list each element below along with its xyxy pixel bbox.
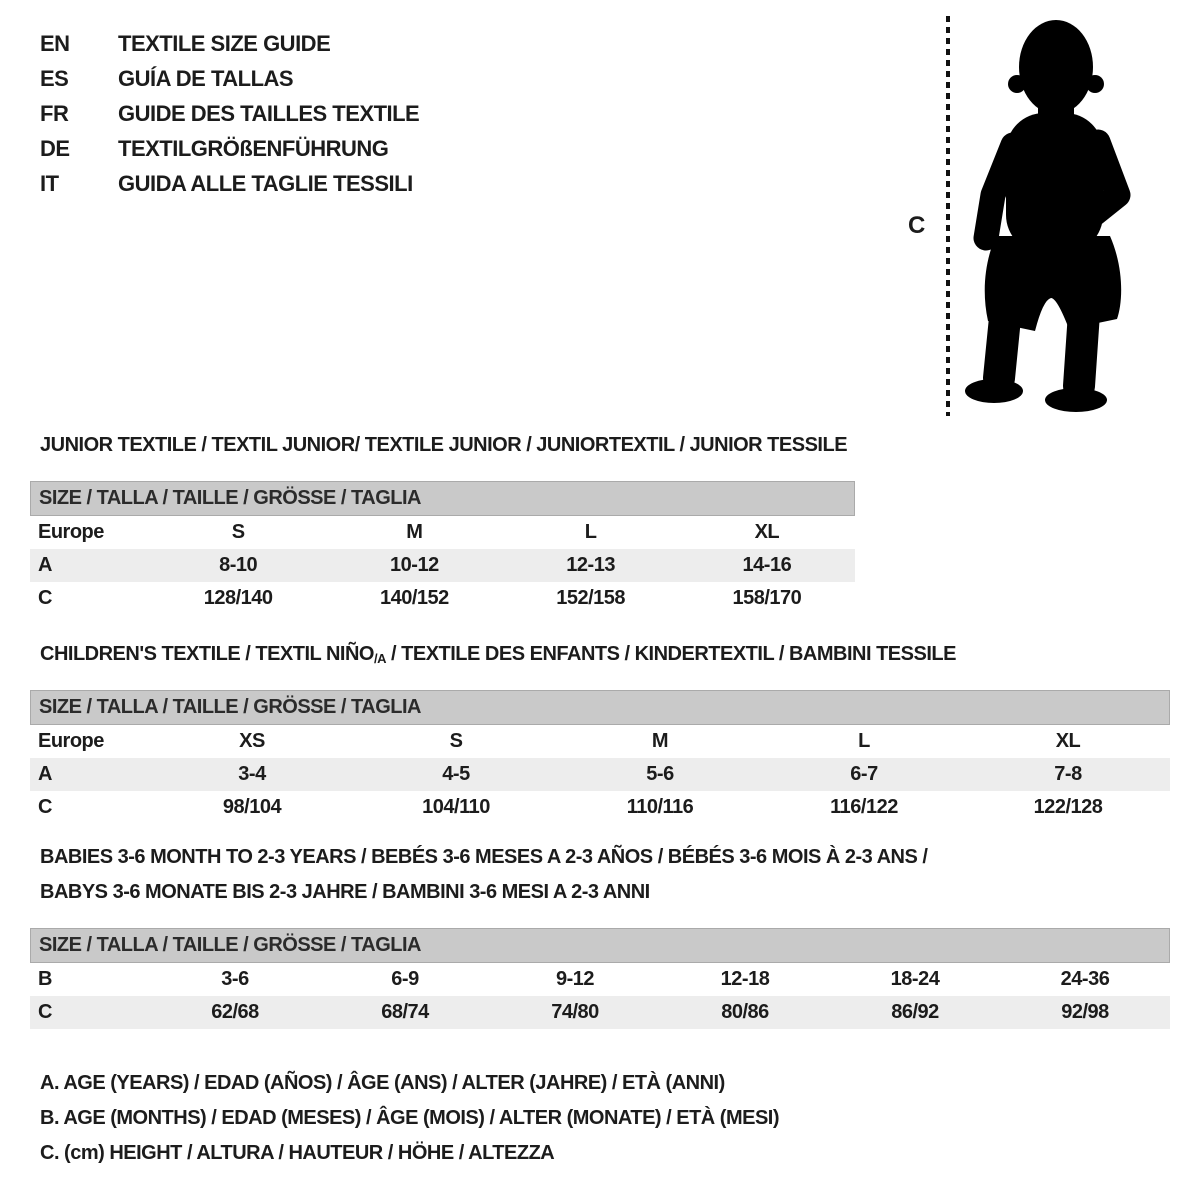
- children-title-main: CHILDREN'S TEXTILE / TEXTIL NIÑO: [40, 643, 374, 665]
- measurement-legend: [40, 1066, 779, 1171]
- height-cell: 110/116: [626, 796, 694, 818]
- row-label: Europe: [38, 730, 104, 752]
- toddler-silhouette-icon: [958, 10, 1143, 415]
- age-cell: 14-16: [742, 554, 792, 576]
- height-measure-label: C: [908, 212, 925, 239]
- row-label: A: [38, 763, 52, 785]
- height-cell: 62/68: [211, 1001, 259, 1023]
- height-cell: 80/86: [721, 1001, 769, 1023]
- language-row-es: [40, 61, 419, 96]
- height-cell: 104/110: [422, 796, 490, 818]
- table-row: [30, 791, 1170, 824]
- language-code: FR: [40, 100, 69, 126]
- height-cell: 128/140: [203, 587, 273, 609]
- row-label: A: [38, 554, 52, 576]
- height-cell: 116/122: [830, 796, 898, 818]
- children-title-rest: / TEXTILE DES ENFANTS / KINDERTEXTIL / BAMBINI TESSILE: [385, 643, 956, 665]
- size-header-bar: SIZE / TALLA / TAILLE / GRÖSSE / TAGLIA: [30, 928, 1170, 963]
- babies-title-line2-text: BABYS 3-6 MONATE BIS 2-3 JAHRE / BAMBINI 3-6 MESI A 2-3 ANNI: [40, 881, 650, 903]
- height-cell: 74/80: [551, 1001, 599, 1023]
- guide-title-it: GUIDA ALLE TAGLIE TESSILI: [118, 170, 413, 196]
- age-cell: 6-9: [391, 968, 419, 990]
- babies-table-title-line2: [40, 881, 650, 904]
- age-cell: 3-4: [238, 763, 266, 785]
- junior-size-table: [30, 481, 855, 615]
- age-cell: 18-24: [890, 968, 940, 990]
- row-label: Europe: [38, 521, 104, 543]
- height-cell: 86/92: [891, 1001, 939, 1023]
- age-cell: 5-6: [646, 763, 674, 785]
- row-label: C: [38, 1001, 52, 1023]
- age-cell: 7-8: [1054, 763, 1082, 785]
- junior-table-title: [40, 434, 847, 457]
- language-list: [40, 26, 419, 201]
- language-row-fr: [40, 96, 419, 131]
- height-cell: 68/74: [381, 1001, 429, 1023]
- babies-table-title-line1: [40, 846, 927, 869]
- row-label: B: [38, 968, 52, 990]
- height-cell: 92/98: [1061, 1001, 1109, 1023]
- table-row: [30, 516, 855, 549]
- babies-title-line1-text: BABIES 3-6 MONTH TO 2-3 YEARS / BEBÉS 3-6 MESES A 2-3 AÑOS / BÉBÉS 3-6 MOIS À 2-3 ANS /: [40, 846, 928, 868]
- height-cell: 98/104: [222, 796, 282, 818]
- size-cell: XL: [754, 521, 780, 543]
- table-row: [30, 549, 855, 582]
- size-header-bar: SIZE / TALLA / TAILLE / GRÖSSE / TAGLIA: [30, 481, 855, 516]
- language-code: IT: [40, 170, 59, 196]
- guide-title-es: GUÍA DE TALLAS: [118, 65, 294, 91]
- height-measure-dashed-line: [946, 16, 950, 416]
- size-cell: M: [406, 521, 423, 543]
- babies-size-table: [30, 928, 1170, 1029]
- age-cell: 3-6: [221, 968, 249, 990]
- age-cell: 10-12: [390, 554, 439, 576]
- age-cell: 12-13: [566, 554, 615, 576]
- language-row-de: [40, 131, 419, 166]
- legend-line-a: A. AGE (YEARS) / EDAD (AÑOS) / ÂGE (ANS) / ALTER (JAHRE) / ETÀ (ANNI): [40, 1072, 725, 1094]
- guide-title-fr: GUIDE DES TAILLES TEXTILE: [118, 100, 420, 126]
- language-row-it: [40, 166, 419, 201]
- age-cell: 6-7: [850, 763, 878, 785]
- guide-title-de: TEXTILGRÖßENFÜHRUNG: [118, 135, 389, 161]
- height-cell: 140/152: [379, 587, 449, 609]
- table-row: [30, 758, 1170, 791]
- table-row: [30, 725, 1170, 758]
- size-cell: M: [651, 730, 669, 752]
- height-cell: 122/128: [1033, 796, 1103, 818]
- row-label: C: [38, 587, 52, 609]
- junior-table-title-text: JUNIOR TEXTILE / TEXTIL JUNIOR/ TEXTILE JUNIOR / JUNIORTEXTIL / JUNIOR TESSILE: [40, 434, 848, 456]
- guide-title-en: TEXTILE SIZE GUIDE: [118, 30, 331, 56]
- size-cell: L: [584, 521, 597, 543]
- language-code: ES: [40, 65, 69, 91]
- children-title-subscript: /A: [373, 651, 386, 666]
- size-header-bar: SIZE / TALLA / TAILLE / GRÖSSE / TAGLIA: [30, 690, 1170, 725]
- row-label: C: [38, 796, 52, 818]
- size-cell: L: [858, 730, 870, 752]
- size-cell: XL: [1055, 730, 1081, 752]
- age-cell: 24-36: [1060, 968, 1110, 990]
- age-cell: 12-18: [720, 968, 770, 990]
- age-cell: 8-10: [219, 554, 258, 576]
- language-code: DE: [40, 135, 70, 161]
- size-cell: XS: [239, 730, 265, 752]
- language-row-en: [40, 26, 419, 61]
- table-row: [30, 996, 1170, 1029]
- children-table-title: [40, 643, 956, 666]
- table-row: [30, 963, 1170, 996]
- height-cell: 152/158: [556, 587, 626, 609]
- language-code: EN: [40, 30, 70, 56]
- size-cell: S: [449, 730, 463, 752]
- legend-line-c: C. (cm) HEIGHT / ALTURA / HAUTEUR / HÖHE / ALTEZZA: [40, 1142, 555, 1164]
- children-size-table: [30, 690, 1170, 824]
- age-cell: 9-12: [555, 968, 595, 990]
- size-cell: S: [231, 521, 245, 543]
- height-cell: 158/170: [732, 587, 802, 609]
- age-cell: 4-5: [442, 763, 470, 785]
- table-row: [30, 582, 855, 615]
- legend-line-b: B. AGE (MONTHS) / EDAD (MESES) / ÂGE (MOIS) / ALTER (MONATE) / ETÀ (MESI): [40, 1107, 780, 1129]
